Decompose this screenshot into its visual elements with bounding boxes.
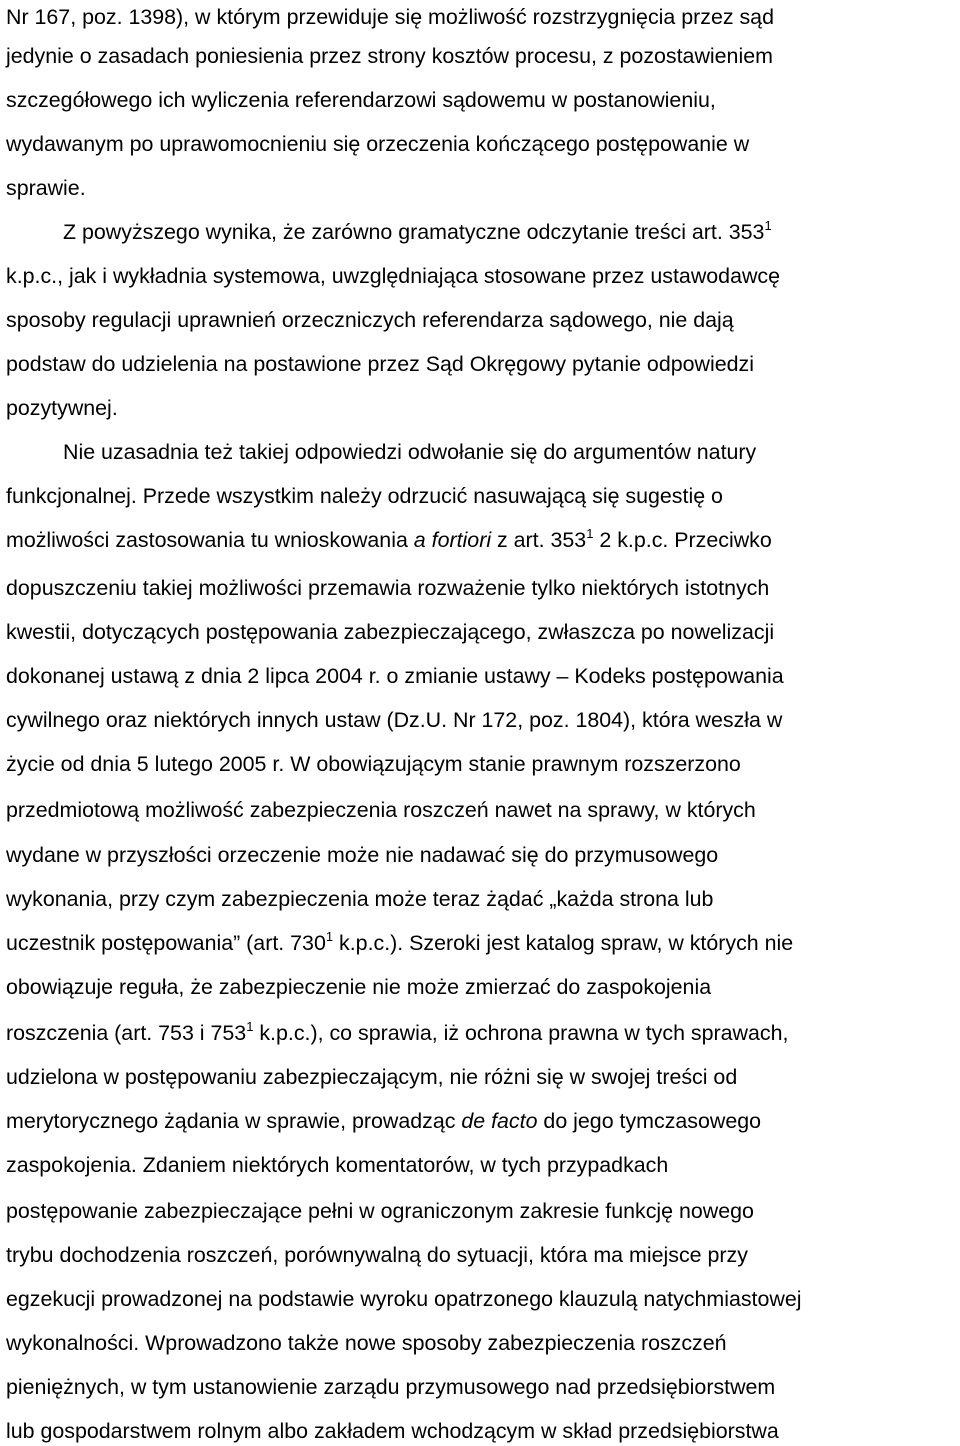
line-text: podstaw do udzielenia na postawione przez Sąd Okręgowy pytanie odpowiedzi xyxy=(6,352,754,376)
line-text: dopuszczeniu takiej możliwości przemawia rozważenie tylko niektórych istotnych xyxy=(6,576,770,600)
line-20 xyxy=(6,840,718,870)
line-text: postępowanie zabezpieczające pełni w ograniczonym zakresie funkcję nowego xyxy=(6,1199,754,1223)
line-text: wydane w przyszłości orzeczenie może nie nadawać się do przymusowego xyxy=(6,843,719,867)
line-text: egzekucji prowadzonej na podstawie wyroku opatrzonego klauzulą natychmiastowej xyxy=(6,1287,802,1311)
line-text: udzielona w postępowaniu zabezpieczającym, nie różni się w swojej treści od xyxy=(6,1065,738,1089)
line-17 xyxy=(6,705,782,735)
line-text: 2 k.p.c. Przeciwko xyxy=(593,528,772,552)
line-text: Z powyższego wynika, że zarówno gramatyczne odczytanie treści art. 353 xyxy=(63,220,765,244)
line-30 xyxy=(6,1284,801,1314)
line-24 xyxy=(6,1018,788,1048)
line-5 xyxy=(6,173,86,203)
line-text: roszczenia (art. 753 i 753 xyxy=(6,1021,247,1045)
line-text: k.p.c.), co sprawia, iż ochrona prawna w tych sprawach, xyxy=(253,1021,789,1045)
line-text: wykonalności. Wprowadzono także nowe sposoby zabezpieczenia roszczeń xyxy=(6,1331,727,1355)
line-10 xyxy=(6,393,118,423)
line-text: pozytywnej. xyxy=(6,396,118,420)
line-7 xyxy=(6,261,780,291)
line-12 xyxy=(6,481,723,511)
line-text: Nr 167, poz. 1398), w którym przewiduje się możliwość rozstrzygnięcia przez sąd xyxy=(6,5,774,29)
line-28 xyxy=(6,1196,754,1226)
line-22 xyxy=(6,928,793,958)
line-16 xyxy=(6,661,784,691)
line-21 xyxy=(6,884,713,914)
superscript: 1 xyxy=(586,526,594,541)
line-11 xyxy=(63,437,756,467)
line-text: jedynie o zasadach poniesienia przez strony kosztów procesu, z pozostawieniem xyxy=(6,44,773,68)
line-text: kwestii, dotyczących postępowania zabezpieczającego, zwłaszcza po nowelizacji xyxy=(6,620,775,644)
line-3 xyxy=(6,85,716,115)
line-13 xyxy=(6,525,772,555)
line-text: pieniężnych, w tym ustanowienie zarządu przymusowego nad przedsiębiorstwem xyxy=(6,1375,776,1399)
line-text: obowiązuje reguła, że zabezpieczenie nie może zmierzać do zaspokojenia xyxy=(6,975,712,999)
line-text: funkcjonalnej. Przede wszystkim należy odrzucić nasuwającą się sugestię o xyxy=(6,484,723,508)
line-text: szczegółowego ich wyliczenia referendarzowi sądowemu w postanowieniu, xyxy=(6,88,716,112)
superscript: 1 xyxy=(764,218,772,233)
line-text: Nie uzasadnia też takiej odpowiedzi odwołanie się do argumentów natury xyxy=(63,440,757,464)
line-text: k.p.c., jak i wykładnia systemowa, uwzględniająca stosowane przez ustawodawcę xyxy=(6,264,781,288)
line-text: życie od dnia 5 lutego 2005 r. W obowiązującym stanie prawnym rozszerzono xyxy=(6,752,741,776)
line-26 xyxy=(6,1106,761,1136)
line-6 xyxy=(63,217,772,247)
line-text: sprawie. xyxy=(6,176,86,200)
line-text: przedmiotową możliwość zabezpieczenia roszczeń nawet na sprawy, w których xyxy=(6,798,756,822)
line-text: lub gospodarstwem rolnym albo zakładem wchodzącym w skład przedsiębiorstwa xyxy=(6,1419,779,1443)
line-text: zaspokojenia. Zdaniem niektórych komentatorów, w tych przypadkach xyxy=(6,1153,669,1177)
italic-phrase: de facto xyxy=(461,1109,538,1133)
line-27 xyxy=(6,1150,668,1180)
line-33 xyxy=(6,1416,779,1446)
line-9 xyxy=(6,349,754,379)
line-text: dokonanej ustawą z dnia 2 lipca 2004 r. o zmianie ustawy – Kodeks postępowania xyxy=(6,664,784,688)
line-text: k.p.c.). Szeroki jest katalog spraw, w których nie xyxy=(333,931,794,955)
line-text: uczestnik postępowania” (art. 730 xyxy=(6,931,326,955)
line-14 xyxy=(6,573,769,603)
line-4 xyxy=(6,129,749,159)
line-text: sposoby regulacji uprawnień orzeczniczych referendarza sądowego, nie dają xyxy=(6,308,734,332)
line-text: do jego tymczasowego xyxy=(537,1109,762,1133)
line-2 xyxy=(6,41,773,71)
line-23 xyxy=(6,972,711,1002)
line-31 xyxy=(6,1328,727,1358)
line-19 xyxy=(6,795,756,825)
line-8 xyxy=(6,305,734,335)
line-1 xyxy=(6,2,774,32)
line-text: trybu dochodzenia roszczeń, porównywalną do sytuacji, która ma miejsce przy xyxy=(6,1243,748,1267)
line-text: możliwości zastosowania tu wnioskowania xyxy=(6,528,414,552)
line-text: merytorycznego żądania w sprawie, prowadząc xyxy=(6,1109,462,1133)
line-15 xyxy=(6,617,774,647)
superscript: 1 xyxy=(246,1019,254,1034)
superscript: 1 xyxy=(325,929,334,944)
line-text: cywilnego oraz niektórych innych ustaw (Dz.U. Nr 172, poz. 1804), która weszła w xyxy=(6,708,783,732)
line-text: z art. 353 xyxy=(491,528,587,552)
line-29 xyxy=(6,1240,748,1270)
italic-phrase: a fortiori xyxy=(413,528,492,552)
line-25 xyxy=(6,1062,737,1092)
line-text: wydawanym po uprawomocnieniu się orzeczenia kończącego postępowanie w xyxy=(6,132,750,156)
line-18 xyxy=(6,749,741,779)
line-32 xyxy=(6,1372,775,1402)
line-text: wykonania, przy czym zabezpieczenia może teraz żądać „każda strona lub xyxy=(6,887,714,911)
